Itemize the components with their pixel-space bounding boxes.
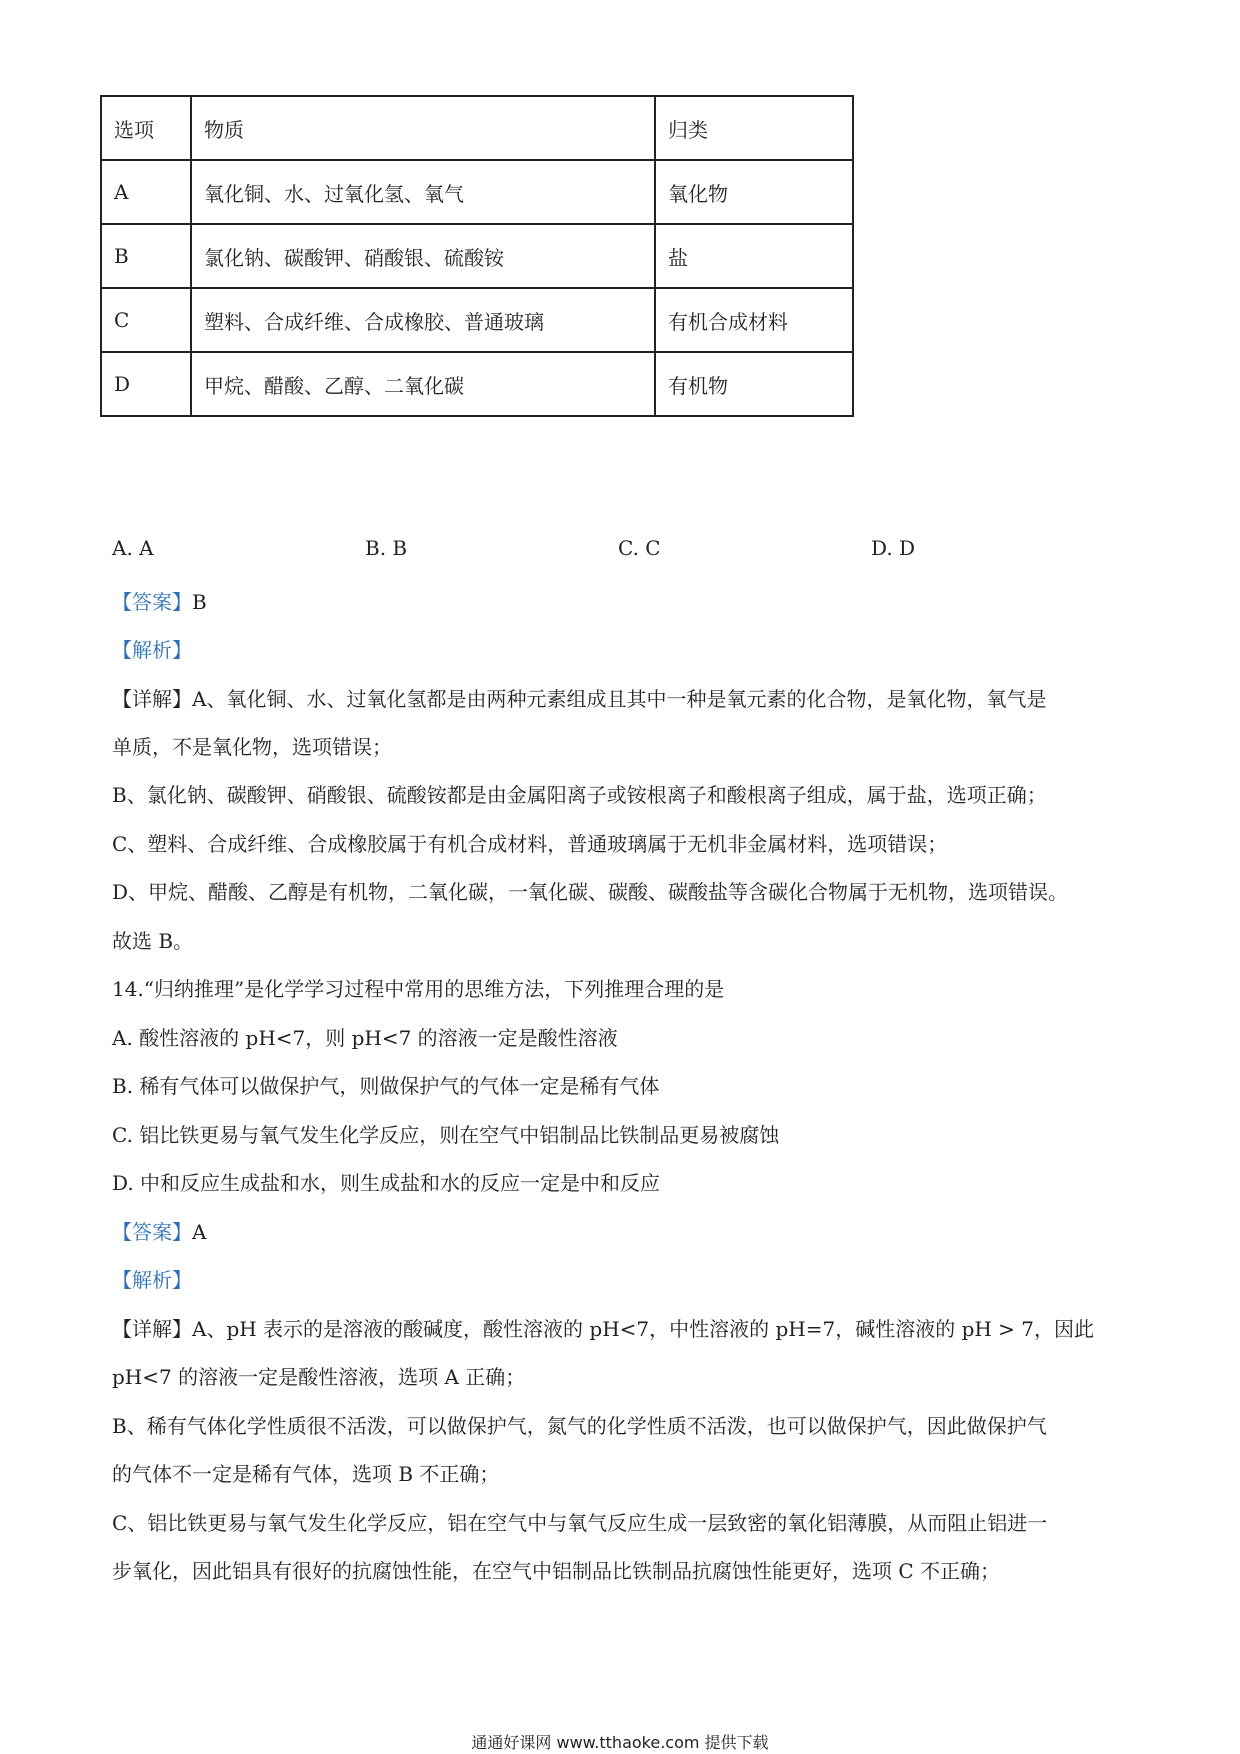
table-cell: 盐 xyxy=(655,224,853,288)
q14-option-c: C. 铝比铁更易与氧气发生化学反应，则在空气中铝制品比铁制品更易被腐蚀 xyxy=(112,1123,780,1147)
q14-option-b: B. 稀有气体可以做保护气，则做保护气的气体一定是稀有气体 xyxy=(112,1074,660,1098)
table-row xyxy=(101,224,853,288)
q13-option-c: C. C xyxy=(618,536,661,560)
table-header-cell: 选项 xyxy=(101,96,191,160)
q14-analysis-tag: 【解析】 xyxy=(112,1268,192,1292)
table-cell: 氧化物 xyxy=(655,160,853,224)
table-cell: 氯化钠、碳酸钾、硝酸银、硫酸铵 xyxy=(191,224,655,288)
q13-option-a: A. A xyxy=(112,536,154,560)
q13-option-b: B. B xyxy=(365,536,408,560)
table-cell: 塑料、合成纤维、合成橡胶、普通玻璃 xyxy=(191,288,655,352)
footer-source: 通通好课网 www.tthaoke.com 提供下载 xyxy=(471,1733,769,1752)
q13-detail-line: D、甲烷、醋酸、乙醇是有机物，二氧化碳，一氧化碳、碳酸、碳酸盐等含碳化合物属于无机物，选项错误。 xyxy=(112,880,1069,904)
table-header-cell: 物质 xyxy=(191,96,655,160)
q14-option-d: D. 中和反应生成盐和水，则生成盐和水的反应一定是中和反应 xyxy=(112,1171,661,1195)
q14-answer-line xyxy=(112,1216,206,1245)
q14-stem: 14.“归纳推理”是化学学习过程中常用的思维方法，下列推理合理的是 xyxy=(112,977,725,1001)
q14-detail-line: B、稀有气体化学性质很不活泼，可以做保护气，氮气的化学性质不活泼，也可以做保护气，因此做保护气 xyxy=(112,1414,1047,1438)
q13-detail-line: 单质，不是氧化物，选项错误； xyxy=(112,735,392,759)
table-cell: 有机合成材料 xyxy=(655,288,853,352)
q13-detail-line: 【详解】A、氧化铜、水、过氧化氢都是由两种元素组成且其中一种是氧元素的化合物，是氧化物，氧气是 xyxy=(112,687,1047,711)
table-cell: A xyxy=(101,160,191,224)
q14-detail-line: pH<7 的溶液一定是酸性溶液，选项 A 正确； xyxy=(112,1365,526,1389)
q13-detail-line: 故选 B。 xyxy=(112,929,194,953)
table-cell: 氧化铜、水、过氧化氢、氧气 xyxy=(191,160,655,224)
table-cell: C xyxy=(101,288,191,352)
table-header-row xyxy=(101,96,853,160)
q14-answer: A xyxy=(192,1220,207,1244)
table-cell: 有机物 xyxy=(655,352,853,416)
q13-analysis-tag: 【解析】 xyxy=(112,638,192,662)
answer-tag: 【答案】 xyxy=(112,1220,192,1244)
q14-option-a: A. 酸性溶液的 pH<7，则 pH<7 的溶液一定是酸性溶液 xyxy=(112,1026,618,1050)
table-header-cell: 归类 xyxy=(655,96,853,160)
table-cell: 甲烷、醋酸、乙醇、二氧化碳 xyxy=(191,352,655,416)
q13-answer-line xyxy=(112,586,207,615)
table-row xyxy=(101,352,853,416)
q14-detail-line: 步氧化，因此铝具有很好的抗腐蚀性能，在空气中铝制品比铁制品抗腐蚀性能更好，选项 C 不正确； xyxy=(112,1559,1001,1583)
q14-detail-line: 【详解】A、pH 表示的是溶液的酸碱度，酸性溶液的 pH<7，中性溶液的 pH=7，碱性溶液的 pH > 7，因此 xyxy=(112,1317,1095,1341)
table-cell: D xyxy=(101,352,191,416)
table-row xyxy=(101,288,853,352)
table-row xyxy=(101,160,853,224)
q13-detail-line: C、塑料、合成纤维、合成橡胶属于有机合成材料，普通玻璃属于无机非金属材料，选项错误； xyxy=(112,832,948,856)
classification-table xyxy=(100,95,854,417)
q13-option-d: D. D xyxy=(871,536,916,560)
q13-detail-line: B、氯化钠、碳酸钾、硝酸银、硫酸铵都是由金属阳离子或铵根离子和酸根离子组成，属于盐，选项正确； xyxy=(112,783,1047,807)
answer-tag: 【答案】 xyxy=(112,590,192,614)
q14-detail-line: 的气体不一定是稀有气体，选项 B 不正确； xyxy=(112,1462,500,1486)
table-cell: B xyxy=(101,224,191,288)
q13-answer: B xyxy=(192,590,207,614)
q13-options xyxy=(112,536,1012,564)
q14-detail-line: C、铝比铁更易与氧气发生化学反应，铝在空气中与氧气反应生成一层致密的氧化铝薄膜，从而阻止铝进一 xyxy=(112,1511,1048,1535)
